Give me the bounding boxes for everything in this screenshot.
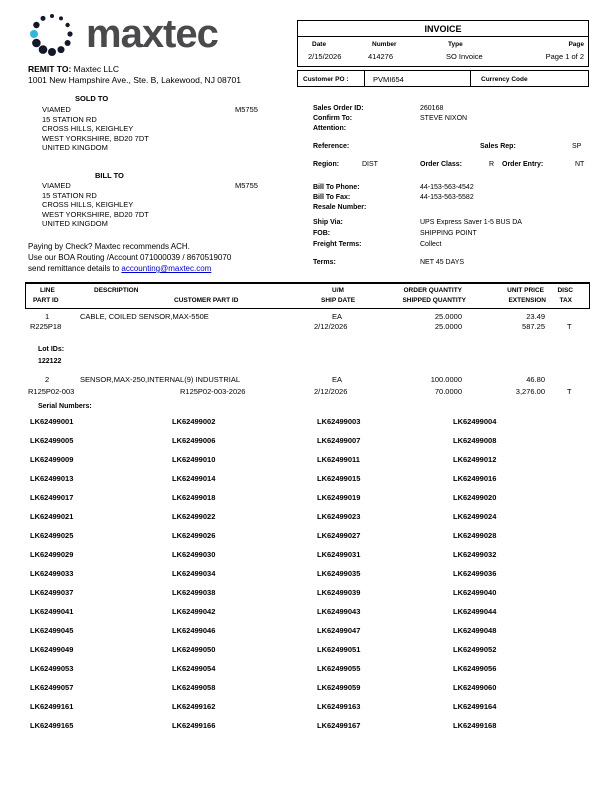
item-part-id: R125P02-003 — [28, 387, 75, 396]
sold-to-code: M5755 — [235, 105, 258, 114]
serial-number: LK62499161 — [30, 702, 74, 711]
bill-to-address-line: CROSS HILLS, KEIGHLEY — [42, 200, 134, 209]
serial-number: LK62499014 — [172, 474, 216, 483]
serial-number: LK62499165 — [30, 721, 74, 730]
serial-number: LK62499054 — [172, 664, 216, 673]
order-class-label: Order Class: — [420, 161, 463, 168]
remit-to-line — [28, 64, 119, 74]
header-description: DESCRIPTION — [94, 287, 139, 294]
serial-number: LK62499023 — [317, 512, 361, 521]
serial-number: LK62499051 — [317, 645, 361, 654]
header-order-qty: ORDER QUANTITY — [403, 287, 462, 294]
serial-number: LK62499048 — [453, 626, 497, 635]
serial-number: LK62499026 — [172, 531, 216, 540]
serial-number: LK62499007 — [317, 436, 361, 445]
header-ship-date: SHIP DATE — [321, 297, 356, 304]
invoice-number-label: Number — [372, 41, 397, 48]
bill-to-label: BILL TO — [95, 171, 124, 180]
serial-number: LK62499017 — [30, 493, 74, 502]
sold-to-block — [42, 105, 292, 153]
bill-to-address-line: 15 STATION RD — [42, 190, 97, 200]
item-line-number: 1 — [45, 312, 50, 321]
serial-number: LK62499034 — [172, 569, 216, 578]
serial-number: LK62499037 — [30, 588, 74, 597]
terms-label: Terms: — [313, 259, 336, 266]
serial-number: LK62499039 — [317, 588, 361, 597]
serial-number: LK62499009 — [30, 455, 74, 464]
lot-ids-value: 122122 — [38, 358, 62, 365]
item-ship-date: 2/12/2026 — [314, 387, 348, 396]
serial-number: LK62499059 — [317, 683, 361, 692]
order-class-value: R — [489, 161, 495, 168]
serial-number: LK62499002 — [172, 417, 216, 426]
header-shipped-qty: SHIPPED QUANTITY — [402, 297, 466, 304]
bill-fax-value: 44-153-563-5582 — [420, 194, 474, 201]
header-part-id: PART ID — [33, 297, 59, 304]
header-line: LINE — [40, 287, 55, 294]
serial-number: LK62499033 — [30, 569, 74, 578]
serial-number: LK62499047 — [317, 626, 361, 635]
serial-number: LK62499053 — [30, 664, 74, 673]
header-unit-price: UNIT PRICE — [507, 287, 544, 294]
header-tax: TAX — [559, 297, 572, 304]
serial-number: LK62499031 — [317, 550, 361, 559]
item-shipped-qty: 70.0000 — [434, 387, 462, 396]
region-value: DIST — [362, 161, 378, 168]
sold-to-name-line — [42, 105, 292, 115]
remit-to-address: 1001 New Hampshire Ave., Ste. B, Lakewood, NJ 08701 — [28, 75, 241, 85]
sold-to-address-line: WEST YORKSHIRE, BD20 7DT — [42, 133, 149, 143]
sold-to-address-line: 15 STATION RD — [42, 114, 97, 124]
serial-number: LK62499029 — [30, 550, 74, 559]
brand-name: maxtec — [86, 12, 218, 56]
serial-number: LK62499042 — [172, 607, 216, 616]
invoice-title: INVOICE — [298, 21, 588, 37]
ach-note-line1: Paying by Check? Maxtec recommends ACH. — [28, 242, 190, 251]
item-extension: 3,276.00 — [515, 387, 545, 396]
serial-number: LK62499018 — [172, 493, 216, 502]
item-tax-flag: T — [567, 387, 572, 396]
serial-number: LK62499030 — [172, 550, 216, 559]
sold-to-name: VIAMED — [42, 105, 71, 114]
serial-number: LK62499060 — [453, 683, 497, 692]
invoice-type: SO Invoice — [446, 52, 483, 61]
resale-number-label: Resale Number: — [313, 204, 367, 211]
customer-po-label: Customer PO : — [303, 76, 349, 83]
invoice-page: Page 1 of 2 — [545, 52, 584, 61]
serial-number: LK62499044 — [453, 607, 497, 616]
serial-number: LK62499025 — [30, 531, 74, 540]
serial-number: LK62499167 — [317, 721, 361, 730]
serial-number: LK62499021 — [30, 512, 74, 521]
serial-number: LK62499056 — [453, 664, 497, 673]
item-ship-date: 2/12/2026 — [314, 322, 348, 331]
ach-note-line3 — [28, 264, 211, 273]
fob-value: SHIPPING POINT — [420, 230, 477, 237]
bill-phone-value: 44-153-563-4542 — [420, 184, 474, 191]
logo-dots-icon — [26, 8, 78, 60]
serial-number: LK62499164 — [453, 702, 497, 711]
invoice-type-label: Type — [448, 41, 463, 48]
serial-number: LK62499168 — [453, 721, 497, 730]
item-extension: 587.25 — [522, 322, 545, 331]
serial-number: LK62499035 — [317, 569, 361, 578]
attention-label: Attention: — [313, 125, 347, 132]
serial-number: LK62499045 — [30, 626, 74, 635]
lot-ids-label: Lot IDs: — [38, 346, 65, 353]
serial-number: LK62499016 — [453, 474, 497, 483]
serial-number: LK62499050 — [172, 645, 216, 654]
item-unit-price: 46.80 — [526, 375, 545, 384]
bill-to-code: M5755 — [235, 181, 258, 190]
serial-number: LK62499006 — [172, 436, 216, 445]
items-table-header — [25, 282, 590, 309]
invoice-page-label: Page — [568, 41, 584, 48]
serial-numbers-label: Serial Numbers: — [38, 403, 92, 410]
serial-numbers-grid — [30, 417, 586, 740]
sales-order-value: 260168 — [420, 105, 444, 112]
serial-number: LK62499038 — [172, 588, 216, 597]
remit-to-label: REMIT TO: — [28, 64, 72, 74]
sold-to-label: SOLD TO — [75, 94, 109, 103]
item-order-qty: 25.0000 — [434, 312, 462, 321]
bill-to-block — [42, 181, 292, 229]
serial-number: LK62499046 — [172, 626, 216, 635]
sold-to-address-line: UNITED KINGDOM — [42, 143, 108, 152]
serial-number: LK62499008 — [453, 436, 497, 445]
serial-number: LK62499011 — [317, 455, 360, 464]
item-order-qty: 100.0000 — [430, 375, 462, 384]
header-disc: DISC — [557, 287, 573, 294]
ship-via-label: Ship Via: — [313, 219, 343, 226]
item-line-number: 2 — [45, 375, 50, 384]
serial-number: LK62499043 — [317, 607, 361, 616]
item-um: EA — [332, 312, 343, 321]
serial-number: LK62499003 — [317, 417, 361, 426]
customer-po-cell — [364, 71, 471, 86]
sales-order-label: Sales Order ID: — [313, 105, 364, 112]
serial-number: LK62499001 — [30, 417, 74, 426]
serial-number: LK62499010 — [172, 455, 216, 464]
header-um: U/M — [332, 287, 344, 294]
invoice-number: 414276 — [368, 52, 394, 61]
header-extension: EXTENSION — [508, 297, 546, 304]
item-shipped-qty: 25.0000 — [434, 322, 462, 331]
ach-note-line2: Use our BOA Routing /Account 071000039 / 8670519070 — [28, 253, 232, 262]
order-entry-label: Order Entry: — [502, 161, 544, 168]
region-label: Region: — [313, 161, 340, 168]
bill-to-address-line: UNITED KINGDOM — [42, 219, 108, 228]
ach-note-line3-text: send remittance details to — [28, 264, 122, 273]
serial-number: LK62499022 — [172, 512, 216, 521]
item-description: CABLE, COILED SENSOR,MAX-550E — [80, 312, 209, 321]
confirm-to-label: Confirm To: — [313, 115, 353, 122]
ship-via-value: UPS Express Saver 1-5 BUS DA — [420, 219, 522, 226]
serial-number: LK62499020 — [453, 493, 497, 502]
serial-number: LK62499055 — [317, 664, 361, 673]
bill-phone-label: Bill To Phone: — [313, 184, 360, 191]
serial-number: LK62499041 — [30, 607, 74, 616]
item-unit-price: 23.49 — [526, 312, 545, 321]
fob-label: FOB: — [313, 230, 331, 237]
currency-code-label: Currency Code — [481, 76, 528, 83]
bill-to-name: VIAMED — [42, 181, 71, 190]
invoice-date-label: Date — [312, 41, 327, 48]
sold-to-address-line: CROSS HILLS, KEIGHLEY — [42, 124, 134, 133]
invoice-date: 2/15/2026 — [308, 52, 342, 61]
serial-number: LK62499162 — [172, 702, 216, 711]
customer-po-value: PVMI654 — [373, 75, 404, 84]
serial-number: LK62499040 — [453, 588, 497, 597]
bill-fax-label: Bill To Fax: — [313, 194, 351, 201]
serial-number: LK62499049 — [30, 645, 74, 654]
freight-terms-label: Freight Terms: — [313, 241, 362, 248]
order-entry-value: NT — [575, 161, 585, 168]
serial-number: LK62499166 — [172, 721, 216, 730]
bill-to-address-line: WEST YORKSHIRE, BD20 7DT — [42, 209, 149, 219]
serial-number: LK62499019 — [317, 493, 361, 502]
serial-number: LK62499058 — [172, 683, 216, 692]
serial-number: LK62499012 — [453, 455, 497, 464]
serial-number: LK62499028 — [453, 531, 497, 540]
serial-number: LK62499005 — [30, 436, 74, 445]
serial-number: LK62499004 — [453, 417, 497, 426]
serial-number: LK62499024 — [453, 512, 497, 521]
serial-number: LK62499015 — [317, 474, 361, 483]
bill-to-name-line — [42, 181, 292, 191]
confirm-to-value: STEVE NIXON — [420, 115, 468, 122]
item-um: EA — [332, 375, 343, 384]
serial-number: LK62499036 — [453, 569, 497, 578]
header-customer-part-id: CUSTOMER PART ID — [174, 297, 239, 304]
item-customer-part-id: R125P02-003-2026 — [180, 387, 246, 396]
serial-number: LK62499013 — [30, 474, 74, 483]
sales-rep-label: Sales Rep: — [480, 143, 516, 150]
item-part-id: R225P18 — [30, 322, 62, 331]
freight-terms-value: Collect — [420, 241, 442, 248]
invoice-header-box — [297, 20, 589, 67]
remittance-email-link[interactable]: accounting@maxtec.com — [121, 264, 212, 273]
serial-number: LK62499027 — [317, 531, 361, 540]
serial-number: LK62499032 — [453, 550, 497, 559]
item-tax-flag: T — [567, 322, 572, 331]
item-description: SENSOR,MAX-250,INTERNAL(9) INDUSTRIAL — [80, 375, 241, 384]
remit-to-name: Maxtec LLC — [73, 64, 120, 74]
sales-rep-value: SP — [572, 143, 582, 150]
logo — [26, 8, 78, 60]
reference-label: Reference: — [313, 143, 350, 150]
terms-value: NET 45 DAYS — [420, 259, 465, 266]
serial-number: LK62499052 — [453, 645, 497, 654]
serial-number: LK62499163 — [317, 702, 361, 711]
customer-po-strip — [297, 70, 589, 87]
serial-number: LK62499057 — [30, 683, 74, 692]
